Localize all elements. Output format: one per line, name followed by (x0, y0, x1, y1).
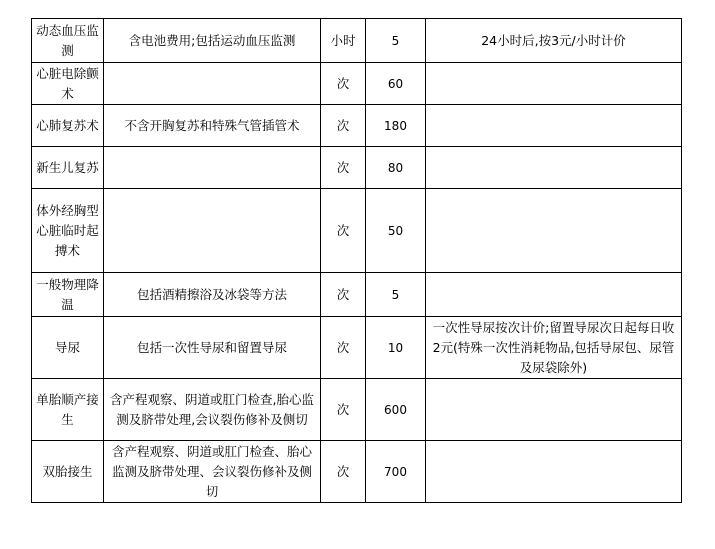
item-price: 5 (366, 19, 426, 63)
item-name: 心肺复苏术 (32, 105, 104, 147)
item-unit: 次 (321, 63, 366, 105)
item-unit: 次 (321, 189, 366, 273)
item-unit: 小时 (321, 19, 366, 63)
item-content: 含电池费用;包括运动血压监测 (104, 19, 321, 63)
item-name: 双胎接生 (32, 441, 104, 503)
item-price: 5 (366, 273, 426, 317)
item-unit: 次 (321, 317, 366, 379)
item-unit: 次 (321, 105, 366, 147)
item-note (426, 147, 682, 189)
item-name: 新生儿复苏 (32, 147, 104, 189)
item-unit: 次 (321, 379, 366, 441)
item-note: 一次性导尿按次计价;留置导尿次日起每日收2元(特殊一次性消耗物品,包括导尿包、尿管及尿袋除外) (426, 317, 682, 379)
item-name: 单胎顺产接生 (32, 379, 104, 441)
table-row (32, 441, 682, 503)
item-content: 包括酒精擦浴及冰袋等方法 (104, 273, 321, 317)
item-note (426, 105, 682, 147)
item-unit: 次 (321, 147, 366, 189)
table-row (32, 63, 682, 105)
table-row (32, 189, 682, 273)
item-content: 不含开胸复苏和特殊气管插管术 (104, 105, 321, 147)
item-price: 180 (366, 105, 426, 147)
item-unit: 次 (321, 441, 366, 503)
item-price: 50 (366, 189, 426, 273)
item-name: 心脏电除颤术 (32, 63, 104, 105)
item-name: 一般物理降温 (32, 273, 104, 317)
item-content: 含产程观察、阴道或肛门检查,胎心监测及脐带处理,会议裂伤修补及侧切 (104, 379, 321, 441)
item-price: 10 (366, 317, 426, 379)
item-content: 含产程观察、阴道或肛门检查、胎心监测及脐带处理、会议裂伤修补及侧切 (104, 441, 321, 503)
item-content (104, 63, 321, 105)
item-note: 24小时后,按3元/小时计价 (426, 19, 682, 63)
fee-table (31, 18, 682, 503)
table-row (32, 105, 682, 147)
item-note (426, 189, 682, 273)
item-content (104, 147, 321, 189)
item-price: 600 (366, 379, 426, 441)
item-price: 80 (366, 147, 426, 189)
table-row (32, 147, 682, 189)
item-note (426, 63, 682, 105)
table-row (32, 317, 682, 379)
item-name: 动态血压监测 (32, 19, 104, 63)
item-note (426, 441, 682, 503)
table-row (32, 273, 682, 317)
table-row (32, 379, 682, 441)
item-content (104, 189, 321, 273)
item-price: 700 (366, 441, 426, 503)
item-price: 60 (366, 63, 426, 105)
item-name: 体外经胸型心脏临时起搏术 (32, 189, 104, 273)
table-row (32, 19, 682, 63)
item-name: 导尿 (32, 317, 104, 379)
item-note (426, 379, 682, 441)
item-content: 包括一次性导尿和留置导尿 (104, 317, 321, 379)
item-note (426, 273, 682, 317)
item-unit: 次 (321, 273, 366, 317)
